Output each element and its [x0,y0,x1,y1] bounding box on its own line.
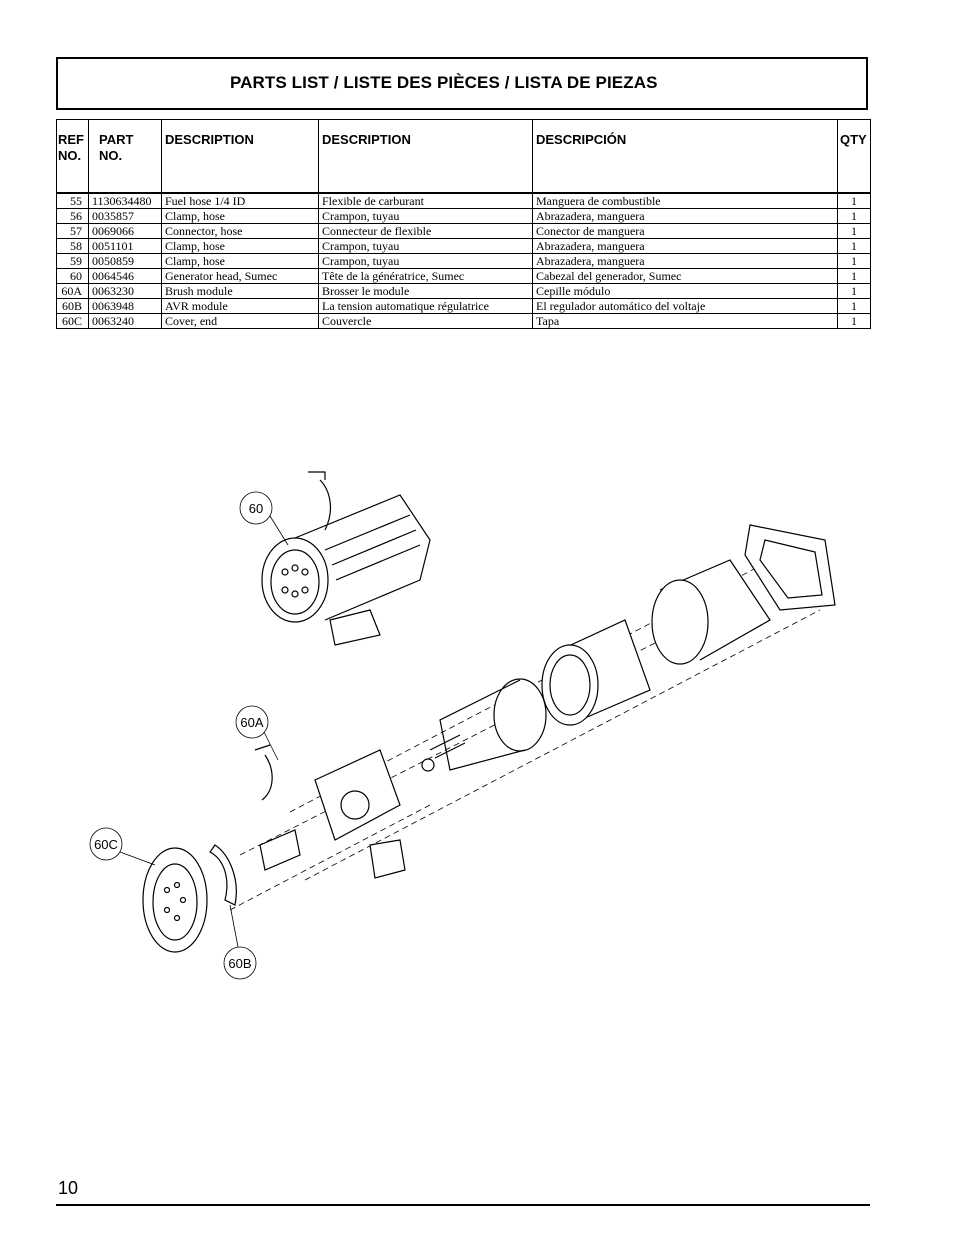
cell-description-es: Conector de manguera [533,224,838,239]
cell-part-no: 0063230 [89,284,162,299]
cell-qty: 1 [838,299,871,314]
cell-description-en: Generator head, Sumec [162,269,319,284]
header-part-no: PART NO. [89,120,162,194]
end-cover-drawing [143,848,207,952]
cell-description-en: Brush module [162,284,319,299]
cell-description-en: AVR module [162,299,319,314]
cell-qty: 1 [838,269,871,284]
cell-description-en: Clamp, hose [162,239,319,254]
cell-description-fr: Crampon, tuyau [319,254,533,269]
callout-60c [90,828,155,865]
table-row [57,209,871,224]
table-row [57,224,871,239]
cell-ref-no: 55 [57,193,89,209]
cell-ref-no: 56 [57,209,89,224]
cell-description-fr: Couvercle [319,314,533,329]
exploded-generator-diagram [80,460,860,990]
callout-60 [240,492,288,545]
cell-ref-no: 60C [57,314,89,329]
header-description-en: DESCRIPTION [162,120,319,194]
cell-description-fr: Tête de la génératrice, Sumec [319,269,533,284]
cell-description-es: Cepille módulo [533,284,838,299]
callout-60b [224,905,256,979]
cell-part-no: 0069066 [89,224,162,239]
cell-description-es: Abrazadera, manguera [533,209,838,224]
cell-description-en: Connector, hose [162,224,319,239]
svg-text:60C: 60C [94,837,118,852]
cell-description-fr: Crampon, tuyau [319,209,533,224]
cell-description-es: Cabezal del generador, Sumec [533,269,838,284]
cell-qty: 1 [838,254,871,269]
cell-description-fr: Brosser le module [319,284,533,299]
cell-part-no: 0064546 [89,269,162,284]
cell-ref-no: 60B [57,299,89,314]
page-title: PARTS LIST / LISTE DES PIÈCES / LISTA DE PIEZAS [230,73,658,92]
cell-part-no: 0050859 [89,254,162,269]
header-ref-no: REF NO. [57,120,89,194]
brush-avr-drawing [210,830,300,905]
table-row [57,239,871,254]
cell-qty: 1 [838,284,871,299]
cell-description-fr: La tension automatique régulatrice [319,299,533,314]
cell-part-no: 0035857 [89,209,162,224]
table-row [57,193,871,209]
cell-description-fr: Connecteur de flexible [319,224,533,239]
cell-ref-no: 58 [57,239,89,254]
cell-part-no: 0051101 [89,239,162,254]
cell-description-es: Abrazadera, manguera [533,239,838,254]
cell-description-fr: Flexible de carburant [319,193,533,209]
svg-text:60B: 60B [228,956,252,971]
generator-head-drawing [262,472,430,645]
cell-ref-no: 60 [57,269,89,284]
cell-description-es: El regulador automático del voltaje [533,299,838,314]
cell-qty: 1 [838,193,871,209]
cell-description-es: Abrazadera, manguera [533,254,838,269]
cell-ref-no: 57 [57,224,89,239]
cell-description-en: Clamp, hose [162,254,319,269]
cell-part-no: 0063948 [89,299,162,314]
cell-description-en: Clamp, hose [162,209,319,224]
table-header-row [57,120,871,194]
footer-divider [56,1204,870,1206]
table-row [57,299,871,314]
parts-table [56,119,871,329]
table-row [57,284,871,299]
table-row [57,314,871,329]
header-description-fr: DESCRIPTION [319,120,533,194]
callout-60a [236,706,278,760]
cell-ref-no: 59 [57,254,89,269]
cell-ref-no: 60A [57,284,89,299]
parts-list-title-box [56,57,868,110]
cell-description-es: Manguera de combustible [533,193,838,209]
svg-text:60A: 60A [240,715,264,730]
cell-part-no: 0063240 [89,314,162,329]
cell-description-es: Tapa [533,314,838,329]
cell-description-en: Fuel hose 1/4 ID [162,193,319,209]
header-description-es: DESCRIPCIÓN [533,120,838,194]
cell-qty: 1 [838,224,871,239]
cell-qty: 1 [838,209,871,224]
cell-qty: 1 [838,239,871,254]
page-number: 10 [58,1178,79,1198]
cell-part-no: 1130634480 [89,193,162,209]
rotor-drawing [422,679,546,771]
cell-description-en: Cover, end [162,314,319,329]
svg-text:60: 60 [248,501,264,516]
header-qty: QTY [838,120,871,194]
stator-cylinder-drawing [542,560,770,725]
table-row [57,254,871,269]
table-row [57,269,871,284]
cell-qty: 1 [838,314,871,329]
cell-description-fr: Crampon, tuyau [319,239,533,254]
rear-bracket-drawing [745,525,835,610]
